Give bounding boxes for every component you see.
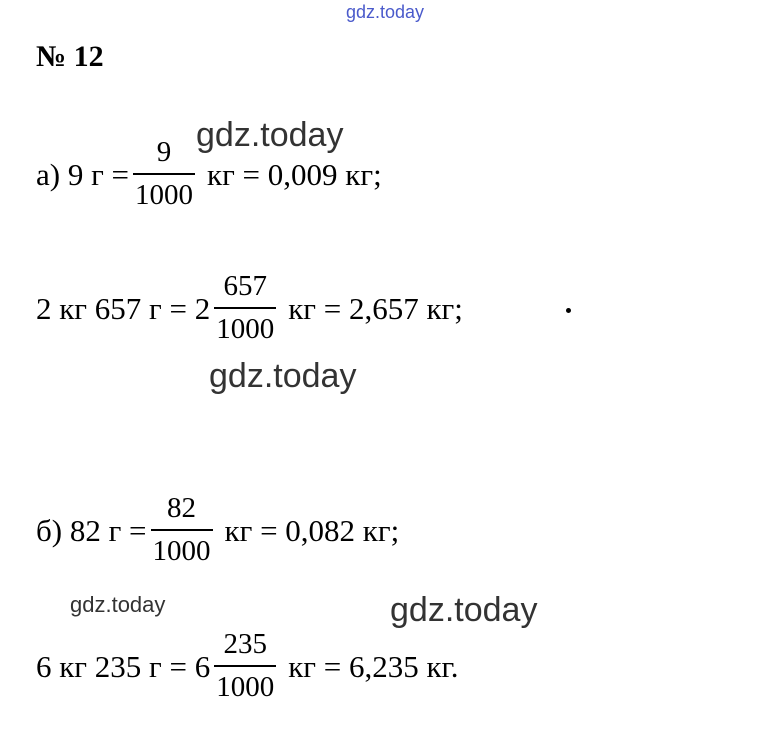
stray-dot [566, 308, 571, 313]
fraction-a2-bar [214, 307, 276, 309]
fraction-a1-bar [133, 173, 195, 175]
watermark-2: gdz.today [209, 357, 357, 395]
equation-b2-left: 6 кг 235 г = 6 [36, 648, 211, 684]
equation-a1-left: а) 9 г = [36, 156, 130, 192]
fraction-b2-denominator: 1000 [216, 671, 275, 703]
fraction-b1 [151, 494, 213, 566]
fraction-a2-denominator: 1000 [216, 313, 275, 345]
fraction-b2-bar [214, 665, 276, 667]
watermark-4: gdz.today [390, 591, 538, 629]
equation-b1 [36, 490, 399, 570]
watermark-top: gdz.today [346, 2, 425, 22]
equation-a2-left: 2 кг 657 г = 2 [36, 290, 211, 326]
fraction-a1 [133, 138, 195, 210]
watermark-1: gdz.today [196, 116, 344, 154]
equation-a1-right: кг = 0,009 кг; [207, 156, 382, 192]
fraction-a2-numerator: 657 [223, 270, 267, 302]
equation-b2-right: кг = 6,235 кг. [288, 648, 459, 684]
fraction-b2 [214, 630, 276, 702]
fraction-b1-numerator: 82 [167, 492, 197, 524]
equation-b1-right: кг = 0,082 кг; [224, 512, 400, 548]
fraction-a1-denominator: 1000 [135, 179, 194, 211]
equation-b2 [36, 626, 459, 706]
fraction-a2 [214, 272, 276, 344]
problem-number: № 12 [36, 40, 104, 73]
fraction-b1-bar [151, 529, 213, 531]
fraction-b2-numerator: 235 [223, 628, 267, 660]
equation-b1-left: б) 82 г = [36, 512, 147, 548]
fraction-b1-denominator: 1000 [152, 535, 211, 567]
equation-a2-right: кг = 2,657 кг; [288, 290, 463, 326]
equation-a2 [36, 268, 463, 348]
fraction-a1-numerator: 9 [156, 136, 172, 168]
watermark-3: gdz.today [70, 592, 166, 617]
